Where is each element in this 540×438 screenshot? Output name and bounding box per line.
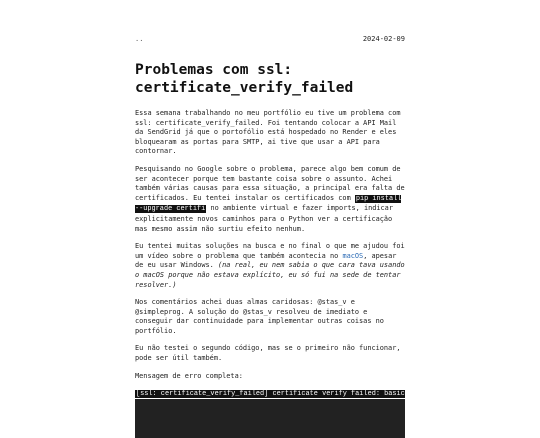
back-link[interactable]: .. [135,35,144,43]
post-date: 2024-02-09 [362,35,405,43]
pip-command-code: pip install --upgrade certifi [135,194,402,214]
error-message-code: [ssl: certificate_verify_failed] certificate verify failed: basic [135,390,405,409]
paragraph-solution-text: Eu tentei muitas soluções na busca e no final o que me ajudou foi um vídeo sobre o problema que também acontecia no [135,242,405,260]
top-bar [135,33,405,45]
post-title: Problemas com ssl: certificate_verify_failed [135,62,354,96]
paragraph-solution-aside: (na real, eu nem sabia o que cara tava usando o macOS porque não estava explícito, eu só fui na sede de tentar resolver.) [135,261,405,289]
paragraph-error-heading: Mensagem de erro completa: [135,371,243,380]
paragraph-search-after: no ambiente virtual e fazer imports, indicar explicitamente novos caminhos para o Python ver a certificação mas mesmo assim não surtiu efeito nenhum. [135,204,393,233]
paragraph-solution [135,242,405,290]
paragraph-intro: Essa semana trabalhando no meu portfólio eu tive um problema com ssl: certificate_verify_failed. Foi tentando colocar a API Mail da SendGrid já que o portofólio está hospedado no Render e eles bloquearam as portas para SMTP, ai tive que usar a API para contornar. [135,109,401,156]
article [135,33,405,420]
paragraph-second-code: Eu não testei o segundo código, mas se o primeiro não funcionar, pode ser útil também. [135,344,401,363]
paragraph-comments: Nos comentários achei duas almas caridosas: @stas_v e @simpleprog. A solução do @stas_v resolveu de imediato e conseguir dar continuidade para implementar outras coisas no portfólio. [135,298,384,335]
paragraph-search-text: Pesquisando no Google sobre o problema, parece algo bem comum de ser acontecer porque tem bastante coisa sobre o assunto. Achei também várias causas para essa situação, a principal era falta de certificados. Eu tentei instalar os certificados com [135,164,405,202]
paragraph-search [135,165,405,234]
paragraph-solution-after: , apesar de eu usar Windows. [135,251,397,270]
macos-link[interactable]: macOS [342,251,364,260]
